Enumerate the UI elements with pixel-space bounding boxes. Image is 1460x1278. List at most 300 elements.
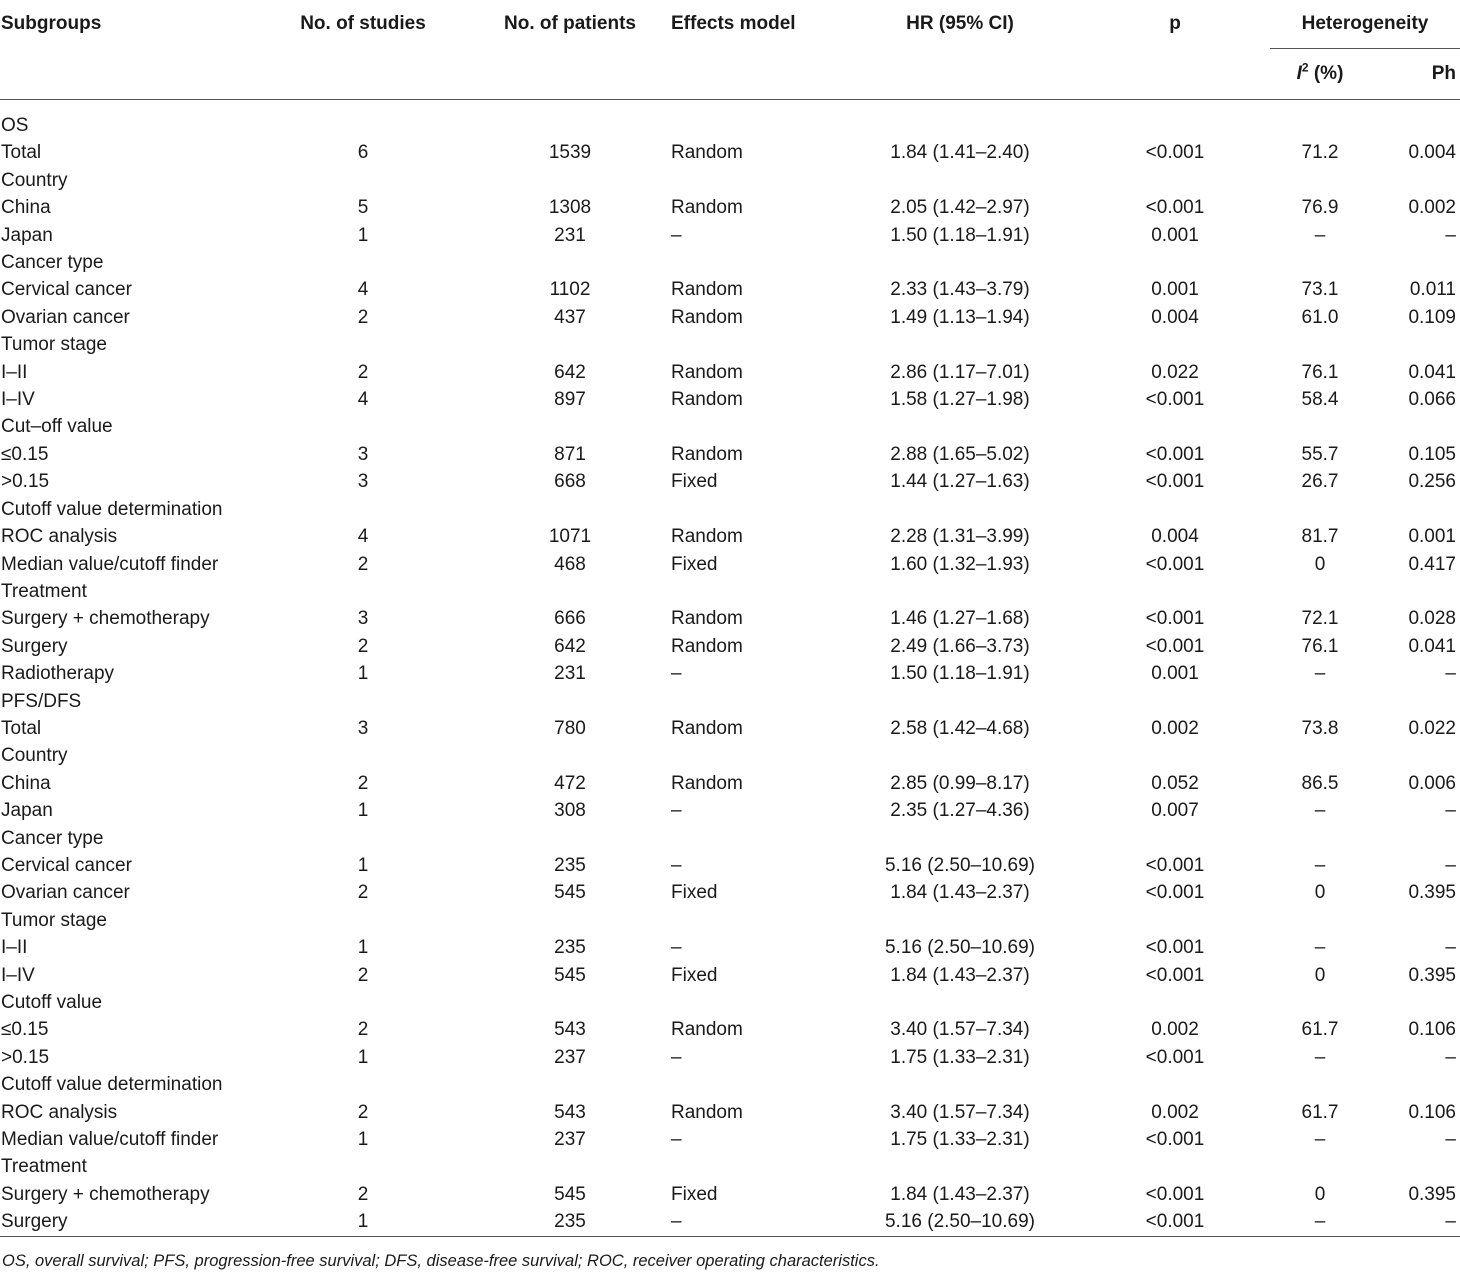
header-row-1: [0, 0, 1460, 49]
cell-p-value: [1080, 413, 1270, 440]
cell-p-value: 0.002: [1151, 1101, 1199, 1123]
cell-p-value: [1080, 167, 1270, 194]
cell-patients: 468: [554, 553, 586, 575]
cell-ph: –: [1445, 1211, 1456, 1233]
cell-subgroup: Cutoff value: [1, 992, 103, 1013]
table-row: [0, 468, 1460, 495]
cell-studies: [246, 413, 480, 440]
cell-ph: –: [1445, 937, 1456, 959]
table-footnote: OS, overall survival; PFS, progression-free survival; DFS, disease-free survival; ROC, receiver operating characteristics.: [2, 1252, 880, 1270]
cell-studies: [246, 989, 480, 1016]
cell-hr: 3.40 (1.57–7.34): [890, 1019, 1030, 1041]
cell-subgroup: I–IV: [1, 964, 35, 986]
cell-p-value: 0.001: [1151, 224, 1199, 246]
cell-studies: 2: [357, 882, 369, 904]
cell-hr: 2.88 (1.65–5.02): [890, 443, 1030, 465]
section-row: [0, 1153, 1460, 1180]
table-row: [0, 1181, 1460, 1208]
cell-patients: [480, 249, 660, 276]
cell-patients: 1308: [548, 197, 592, 219]
table-row: [0, 1208, 1460, 1236]
cell-i2: 73.8: [1301, 717, 1339, 739]
cell-i2: [1270, 167, 1370, 194]
header-effects-model: Effects model: [671, 13, 796, 35]
table-header: [0, 0, 1460, 100]
cell-p-value: [1080, 249, 1270, 276]
cell-patients: [480, 1071, 660, 1098]
cell-subgroup: Tumor stage: [1, 909, 107, 931]
cell-i2: [1270, 1153, 1370, 1180]
heterogeneity-label: Heterogeneity: [1301, 13, 1429, 34]
table-row: [0, 770, 1460, 797]
cell-studies: [246, 825, 480, 852]
cell-hr: 1.84 (1.43–2.37): [890, 964, 1030, 986]
cell-hr: 1.75 (1.33–2.31): [890, 1046, 1030, 1068]
cell-subgroup: Cervical cancer: [1, 279, 132, 301]
cell-i2: 0: [1314, 1183, 1326, 1205]
cell-patients: [480, 989, 660, 1016]
cell-p-value: 0.002: [1151, 717, 1199, 739]
cell-i2: 0: [1314, 882, 1326, 904]
cell-i2: –: [1314, 224, 1326, 246]
table-row: [0, 962, 1460, 989]
header-subgroups: Subgroups: [1, 13, 102, 35]
cell-i2: [1270, 112, 1370, 139]
cell-studies: 2: [357, 1183, 369, 1205]
cell-studies: 4: [357, 279, 369, 301]
cell-studies: 6: [357, 142, 369, 164]
cell-subgroup: Surgery + chemotherapy: [1, 608, 210, 630]
cell-studies: 2: [357, 964, 369, 986]
cell-p-value: <0.001: [1145, 471, 1205, 493]
cell-effects-model: –: [671, 1211, 682, 1233]
cell-ph: 0.028: [1408, 608, 1456, 630]
cell-effects-model: Fixed: [671, 1183, 718, 1205]
cell-patients: 231: [554, 663, 586, 685]
cell-subgroup: Ovarian cancer: [1, 882, 130, 904]
section-row: [0, 907, 1460, 934]
cell-studies: 1: [357, 937, 369, 959]
table-row: [0, 797, 1460, 824]
cell-i2: [1270, 496, 1370, 523]
cell-subgroup: I–II: [1, 361, 28, 383]
cell-hr: [840, 331, 1080, 358]
cell-studies: 2: [357, 361, 369, 383]
header-heterogeneity: [1270, 0, 1460, 49]
cell-subgroup: Country: [1, 745, 68, 767]
section-row: [0, 112, 1460, 139]
cell-i2: 76.1: [1301, 361, 1339, 383]
cell-p-value: 0.002: [1151, 1019, 1199, 1041]
cell-ph: –: [1445, 663, 1456, 685]
cell-studies: 3: [357, 443, 369, 465]
cell-effects-model: Random: [671, 1101, 743, 1123]
cell-hr: 2.58 (1.42–4.68): [890, 717, 1030, 739]
cell-patients: 642: [554, 361, 586, 383]
cell-ph: [1370, 413, 1460, 440]
table-body: [0, 100, 1460, 1245]
cell-effects-model: Random: [671, 608, 743, 630]
cell-p-value: [1080, 742, 1270, 769]
cell-subgroup: I–II: [1, 937, 28, 959]
cell-subgroup: OS: [1, 115, 29, 136]
cell-i2: 72.1: [1301, 608, 1339, 630]
cell-effects-model: –: [671, 224, 682, 246]
cell-effects-model: Random: [671, 197, 743, 219]
cell-patients: [480, 578, 660, 605]
cell-p-value: <0.001: [1145, 553, 1205, 575]
cell-effects-model: Fixed: [671, 882, 718, 904]
section-row: [0, 688, 1460, 715]
cell-ph: 0.109: [1408, 306, 1456, 328]
table-row: [0, 633, 1460, 660]
cell-hr: 3.40 (1.57–7.34): [890, 1101, 1030, 1123]
cell-hr: 1.50 (1.18–1.91): [890, 224, 1030, 246]
cell-patients: [480, 1153, 660, 1180]
cell-hr: [840, 742, 1080, 769]
cell-hr: [840, 496, 1080, 523]
cell-i2: –: [1314, 800, 1326, 822]
section-row: [0, 742, 1460, 769]
cell-studies: [246, 1153, 480, 1180]
cell-hr: 1.58 (1.27–1.98): [890, 389, 1030, 411]
table-row: [0, 523, 1460, 550]
section-row: [0, 331, 1460, 358]
cell-subgroup: Cervical cancer: [1, 854, 132, 876]
cell-patients: 871: [554, 443, 586, 465]
cell-patients: 237: [554, 1046, 586, 1068]
cell-effects-model: [660, 331, 840, 358]
cell-studies: [246, 742, 480, 769]
table-row: [0, 1044, 1460, 1071]
cell-p-value: <0.001: [1145, 443, 1205, 465]
cell-ph: [1370, 112, 1460, 139]
cell-patients: [480, 825, 660, 852]
cell-patients: [480, 688, 660, 715]
cell-subgroup: ≤0.15: [1, 443, 49, 465]
cell-ph: –: [1445, 224, 1456, 246]
table-row: [0, 660, 1460, 687]
cell-effects-model: –: [671, 663, 682, 685]
cell-ph: 0.041: [1408, 635, 1456, 657]
cell-studies: [246, 578, 480, 605]
cell-ph: 0.106: [1408, 1101, 1456, 1123]
cell-patients: 666: [554, 608, 586, 630]
cell-studies: 1: [357, 800, 369, 822]
cell-patients: 235: [554, 1211, 586, 1233]
cell-ph: [1370, 496, 1460, 523]
cell-hr: [840, 112, 1080, 139]
cell-patients: [480, 112, 660, 139]
cell-ph: [1370, 331, 1460, 358]
cell-p-value: [1080, 1153, 1270, 1180]
table-row: [0, 276, 1460, 303]
cell-patients: 545: [554, 964, 586, 986]
cell-i2: –: [1314, 1129, 1326, 1151]
cell-subgroup: ROC analysis: [1, 1101, 118, 1123]
cell-patients: 235: [554, 854, 586, 876]
cell-ph: 0.395: [1408, 1183, 1456, 1205]
cell-i2: 73.1: [1301, 279, 1339, 301]
cell-studies: 1: [357, 1046, 369, 1068]
cell-effects-model: Fixed: [671, 964, 718, 986]
cell-p-value: 0.007: [1151, 800, 1199, 822]
cell-hr: [840, 249, 1080, 276]
cell-effects-model: [660, 688, 840, 715]
cell-p-value: [1080, 496, 1270, 523]
cell-studies: 1: [357, 224, 369, 246]
cell-effects-model: Random: [671, 526, 743, 548]
table-row: [0, 1126, 1460, 1153]
cell-effects-model: –: [671, 1046, 682, 1068]
cell-effects-model: [660, 825, 840, 852]
cell-subgroup: Surgery + chemotherapy: [1, 1183, 210, 1205]
cell-i2: 61.7: [1301, 1019, 1339, 1041]
cell-subgroup: Median value/cutoff finder: [1, 553, 219, 575]
cell-p-value: <0.001: [1145, 1183, 1205, 1205]
cell-patients: 545: [554, 1183, 586, 1205]
cell-studies: 1: [357, 663, 369, 685]
cell-ph: [1370, 989, 1460, 1016]
cell-studies: 3: [357, 471, 369, 493]
cell-subgroup: Surgery: [1, 1211, 68, 1233]
cell-studies: 1: [357, 1211, 369, 1233]
cell-hr: 1.84 (1.41–2.40): [890, 142, 1030, 164]
cell-i2: 0: [1314, 964, 1326, 986]
cell-i2: –: [1314, 937, 1326, 959]
cell-effects-model: Random: [671, 443, 743, 465]
section-row: [0, 413, 1460, 440]
cell-subgroup: Cut–off value: [1, 416, 113, 438]
cell-subgroup: ≤0.15: [1, 1019, 49, 1041]
cell-studies: 3: [357, 608, 369, 630]
cell-hr: 5.16 (2.50–10.69): [884, 854, 1035, 876]
cell-subgroup: ROC analysis: [1, 526, 118, 548]
cell-studies: 2: [357, 772, 369, 794]
cell-subgroup: Radiotherapy: [1, 663, 115, 685]
header-p: p: [1169, 13, 1181, 35]
cell-subgroup: Tumor stage: [1, 334, 107, 356]
cell-subgroup: >0.15: [1, 1046, 50, 1068]
cell-studies: 4: [357, 389, 369, 411]
cell-patients: [480, 907, 660, 934]
table-row: [0, 551, 1460, 578]
cell-hr: 1.49 (1.13–1.94): [890, 306, 1030, 328]
cell-effects-model: Fixed: [671, 471, 718, 493]
section-row: [0, 1071, 1460, 1098]
cell-patients: 231: [554, 224, 586, 246]
section-row: [0, 167, 1460, 194]
cell-ph: 0.001: [1408, 526, 1456, 548]
cell-studies: [246, 688, 480, 715]
cell-i2: [1270, 331, 1370, 358]
cell-hr: 2.28 (1.31–3.99): [890, 526, 1030, 548]
table-row: [0, 852, 1460, 879]
section-row: [0, 249, 1460, 276]
cell-ph: –: [1445, 854, 1456, 876]
cell-patients: 237: [554, 1129, 586, 1151]
cell-i2: [1270, 1071, 1370, 1098]
cell-patients: 780: [554, 717, 586, 739]
cell-p-value: <0.001: [1145, 608, 1205, 630]
header-i2: [1270, 49, 1370, 100]
table-row: [0, 139, 1460, 166]
cell-p-value: [1080, 1071, 1270, 1098]
cell-effects-model: [660, 1153, 840, 1180]
cell-subgroup: Japan: [1, 224, 53, 246]
cell-hr: [840, 907, 1080, 934]
cell-p-value: [1080, 578, 1270, 605]
cell-ph: [1370, 688, 1460, 715]
cell-p-value: <0.001: [1145, 882, 1205, 904]
cell-effects-model: Random: [671, 142, 743, 164]
cell-hr: 5.16 (2.50–10.69): [884, 1211, 1035, 1233]
cell-studies: 1: [357, 1129, 369, 1151]
cell-subgroup: Total: [1, 142, 42, 164]
cell-i2: [1270, 578, 1370, 605]
cell-p-value: <0.001: [1145, 197, 1205, 219]
cell-hr: 5.16 (2.50–10.69): [884, 937, 1035, 959]
cell-i2: 76.9: [1301, 197, 1339, 219]
cell-p-value: <0.001: [1145, 389, 1205, 411]
cell-patients: [480, 413, 660, 440]
i2-superscript: 2: [1301, 60, 1309, 75]
cell-hr: [840, 688, 1080, 715]
table-row: [0, 359, 1460, 386]
cell-p-value: 0.004: [1151, 526, 1199, 548]
cell-i2: 55.7: [1301, 443, 1339, 465]
cell-p-value: 0.004: [1151, 306, 1199, 328]
cell-hr: 2.85 (0.99–8.17): [890, 772, 1030, 794]
cell-patients: [480, 742, 660, 769]
cell-i2: [1270, 688, 1370, 715]
cell-studies: 5: [357, 197, 369, 219]
cell-patients: [480, 496, 660, 523]
cell-studies: 3: [357, 717, 369, 739]
cell-i2: –: [1314, 663, 1326, 685]
cell-hr: 1.44 (1.27–1.63): [890, 471, 1030, 493]
cell-patients: 897: [554, 389, 586, 411]
cell-studies: [246, 907, 480, 934]
cell-p-value: [1080, 989, 1270, 1016]
table-row: [0, 304, 1460, 331]
cell-subgroup: China: [1, 772, 51, 794]
header-row-2: [0, 49, 1460, 100]
table-row: [0, 879, 1460, 906]
cell-patients: 472: [554, 772, 586, 794]
cell-patients: 668: [554, 471, 586, 493]
cell-effects-model: Random: [671, 361, 743, 383]
cell-hr: 1.60 (1.32–1.93): [890, 553, 1030, 575]
cell-p-value: [1080, 825, 1270, 852]
cell-effects-model: [660, 907, 840, 934]
cell-subgroup: >0.15: [1, 471, 50, 493]
cell-patients: [480, 331, 660, 358]
cell-subgroup: Ovarian cancer: [1, 306, 130, 328]
cell-i2: [1270, 825, 1370, 852]
cell-ph: [1370, 1071, 1460, 1098]
cell-p-value: <0.001: [1145, 635, 1205, 657]
cell-effects-model: –: [671, 800, 682, 822]
cell-studies: 2: [357, 635, 369, 657]
cell-i2: [1270, 907, 1370, 934]
cell-ph: [1370, 167, 1460, 194]
cell-subgroup: Total: [1, 717, 42, 739]
cell-p-value: [1080, 907, 1270, 934]
header-patients: No. of patients: [504, 13, 636, 35]
cell-subgroup: Treatment: [1, 580, 87, 602]
cell-hr: 2.35 (1.27–4.36): [890, 800, 1030, 822]
cell-studies: 2: [357, 1101, 369, 1123]
cell-hr: [840, 413, 1080, 440]
header-hr: HR (95% CI): [906, 13, 1014, 35]
cell-effects-model: [660, 112, 840, 139]
table-row: [0, 386, 1460, 413]
cell-p-value: 0.052: [1151, 772, 1199, 794]
cell-p-value: <0.001: [1145, 964, 1205, 986]
cell-subgroup: Treatment: [1, 1156, 87, 1178]
table-row: [0, 441, 1460, 468]
cell-hr: 1.50 (1.18–1.91): [890, 663, 1030, 685]
cell-hr: 1.46 (1.27–1.68): [890, 608, 1030, 630]
cell-effects-model: –: [671, 937, 682, 959]
cell-ph: [1370, 1153, 1460, 1180]
cell-hr: 2.05 (1.42–2.97): [890, 197, 1030, 219]
cell-i2: 71.2: [1301, 142, 1339, 164]
cell-ph: –: [1445, 1129, 1456, 1151]
cell-ph: [1370, 249, 1460, 276]
cell-ph: 0.395: [1408, 964, 1456, 986]
cell-p-value: <0.001: [1145, 1211, 1205, 1233]
cell-effects-model: [660, 989, 840, 1016]
cell-hr: 2.49 (1.66–3.73): [890, 635, 1030, 657]
cell-patients: 437: [554, 306, 586, 328]
section-row: [0, 989, 1460, 1016]
cell-p-value: <0.001: [1145, 1046, 1205, 1068]
header-ph: Ph: [1370, 49, 1460, 100]
cell-patients: [480, 167, 660, 194]
i2-letter: I: [1296, 63, 1302, 84]
cell-patients: 308: [554, 800, 586, 822]
cell-effects-model: –: [671, 1129, 682, 1151]
cell-ph: 0.106: [1408, 1019, 1456, 1041]
cell-patients: 1539: [548, 142, 592, 164]
cell-p-value: [1080, 688, 1270, 715]
cell-subgroup: China: [1, 197, 51, 219]
section-row: [0, 496, 1460, 523]
cell-i2: 61.7: [1301, 1101, 1339, 1123]
cell-p-value: <0.001: [1145, 937, 1205, 959]
cell-subgroup: PFS/DFS: [1, 690, 82, 712]
cell-p-value: <0.001: [1145, 142, 1205, 164]
cell-effects-model: Random: [671, 389, 743, 411]
cell-p-value: <0.001: [1145, 854, 1205, 876]
cell-studies: 1: [357, 854, 369, 876]
cell-effects-model: [660, 1071, 840, 1098]
section-row: [0, 825, 1460, 852]
cell-ph: 0.022: [1408, 717, 1456, 739]
cell-ph: 0.417: [1408, 553, 1456, 575]
cell-effects-model: –: [671, 854, 682, 876]
cell-studies: [246, 249, 480, 276]
cell-p-value: 0.022: [1151, 361, 1199, 383]
cell-ph: 0.004: [1408, 142, 1456, 164]
cell-ph: [1370, 907, 1460, 934]
cell-hr: [840, 1071, 1080, 1098]
cell-studies: [246, 112, 480, 139]
cell-effects-model: [660, 167, 840, 194]
cell-studies: [246, 496, 480, 523]
